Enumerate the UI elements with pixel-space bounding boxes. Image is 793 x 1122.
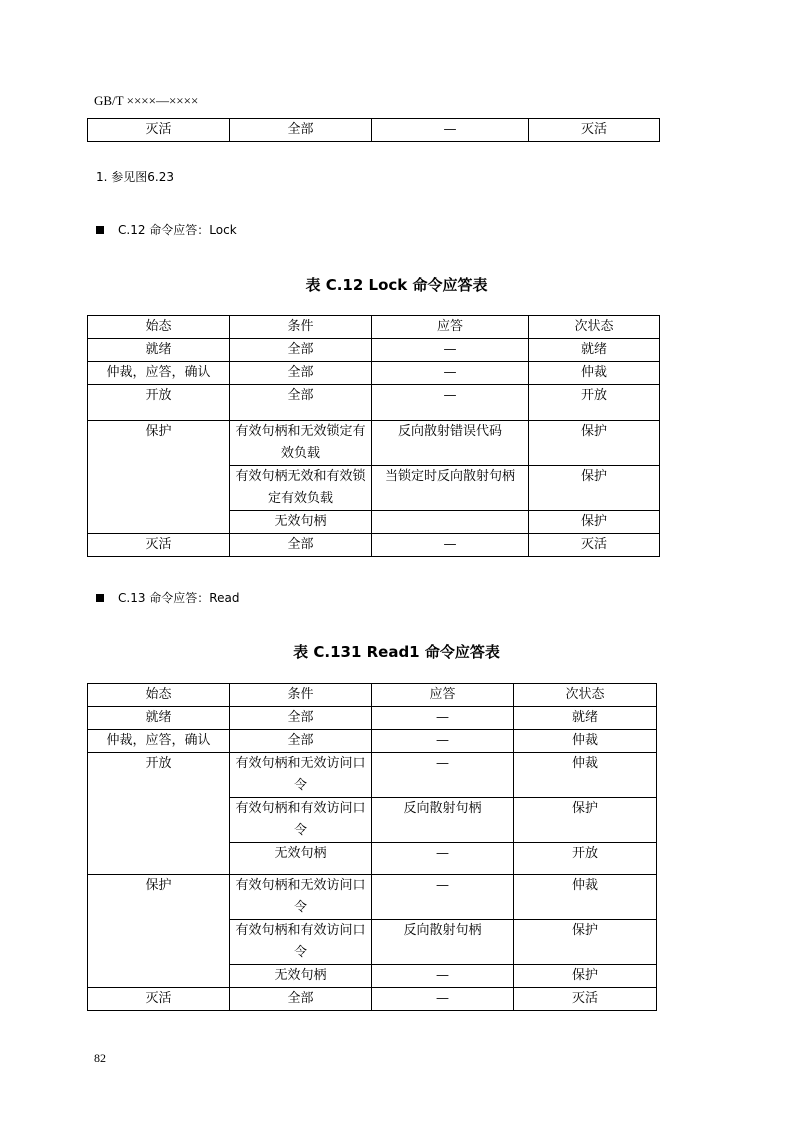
table-row [88,339,660,362]
table-row [88,753,657,798]
document-code: GB/T ××××—×××× [94,93,199,108]
table-cell: — [372,339,529,362]
table-cell [372,511,529,534]
table-cell: 就绪 [88,339,230,362]
table-row [88,385,660,421]
table-cell: — [372,843,514,875]
table-cell: — [372,385,529,421]
table-cell: 反向散射句柄 [372,920,514,965]
table-header-row [88,316,660,339]
table-row [88,707,657,730]
section-heading-c13 [96,589,239,606]
table-row [88,362,660,385]
table-cell: 全部 [230,119,372,142]
table-cell: 保护 [514,920,657,965]
table-cell: 保护 [514,798,657,843]
table-cell: 有效句柄和无效访问口令 [230,875,372,920]
column-header: 应答 [372,316,529,339]
table-cell: 保护 [514,965,657,988]
table-cell: 保护 [529,421,660,466]
table-cell: 全部 [230,730,372,753]
table-cell: 开放 [529,385,660,421]
table-cell: 开放 [88,753,230,875]
table-cell: 仲裁，应答，确认 [88,730,230,753]
table-cell: 全部 [230,707,372,730]
table-row [88,534,660,557]
table-cell: 保护 [529,511,660,534]
section-heading-c12 [96,221,237,238]
column-header: 条件 [230,316,372,339]
table-cell: 保护 [529,466,660,511]
table-cell: 无效句柄 [230,965,372,988]
column-header: 次状态 [529,316,660,339]
column-header: 始态 [88,684,230,707]
table-cell: 开放 [514,843,657,875]
table-cell: 有效句柄和无效锁定有效负载 [230,421,372,466]
table-cell: 有效句柄和无效访问口令 [230,753,372,798]
table-row [88,988,657,1011]
table-cell: — [372,730,514,753]
table-cell: 就绪 [514,707,657,730]
table-cell: 仲裁 [529,362,660,385]
table-cell: 灭活 [514,988,657,1011]
page-number: 82 [94,1051,106,1065]
table-caption-c12: 表 C.12 Lock 命令应答表 [305,276,488,294]
section-title: C.12 命令应答：Lock [118,223,237,237]
table-cell: 灭活 [88,534,230,557]
table-row [88,119,660,142]
table-cell: 保护 [88,421,230,534]
bullet-square-icon [96,226,104,234]
table-cell: 全部 [230,988,372,1011]
table-cell: 就绪 [529,339,660,362]
table-cell: 全部 [230,339,372,362]
reference-note: 1. 参见图6.23 [96,170,174,184]
table-cell: 有效句柄和有效访问口令 [230,798,372,843]
table-cell: 仲裁，应答，确认 [88,362,230,385]
table-cell: 当锁定时反向散射句柄 [372,466,529,511]
table-cell: 灭活 [88,988,230,1011]
continued-table [87,118,660,142]
column-header: 应答 [372,684,514,707]
table-cell: 仲裁 [514,753,657,798]
table-cell: — [372,362,529,385]
section-title: C.13 命令应答：Read [118,591,240,605]
column-header: 次状态 [514,684,657,707]
table-cell: 仲裁 [514,875,657,920]
table-row [88,421,660,466]
table-cell: 有效句柄和有效访问口令 [230,920,372,965]
table-cell: 全部 [230,385,372,421]
table-cell: — [372,707,514,730]
table-row [88,875,657,920]
table-cell: 灭活 [529,534,660,557]
table-cell: 全部 [230,362,372,385]
table-cell: 有效句柄无效和有效锁定有效负载 [230,466,372,511]
table-header-row [88,684,657,707]
table-cell: — [372,534,529,557]
column-header: 始态 [88,316,230,339]
table-cell: 无效句柄 [230,843,372,875]
table-cell: — [372,988,514,1011]
table-cell: 反向散射句柄 [372,798,514,843]
table-cell: 反向散射错误代码 [372,421,529,466]
table-caption-c13: 表 C.131 Read1 命令应答表 [293,643,500,661]
table-c13 [87,683,657,1011]
table-cell: 无效句柄 [230,511,372,534]
table-cell: 灭活 [529,119,660,142]
column-header: 条件 [230,684,372,707]
table-cell: 保护 [88,875,230,988]
table-cell: — [372,753,514,798]
table-cell: — [372,965,514,988]
table-cell: — [372,119,529,142]
table-cell: 灭活 [88,119,230,142]
table-cell: 开放 [88,385,230,421]
table-cell: 全部 [230,534,372,557]
table-cell: 仲裁 [514,730,657,753]
table-cell: 就绪 [88,707,230,730]
bullet-square-icon [96,594,104,602]
table-cell: — [372,875,514,920]
table-c12 [87,315,660,557]
table-row [88,730,657,753]
